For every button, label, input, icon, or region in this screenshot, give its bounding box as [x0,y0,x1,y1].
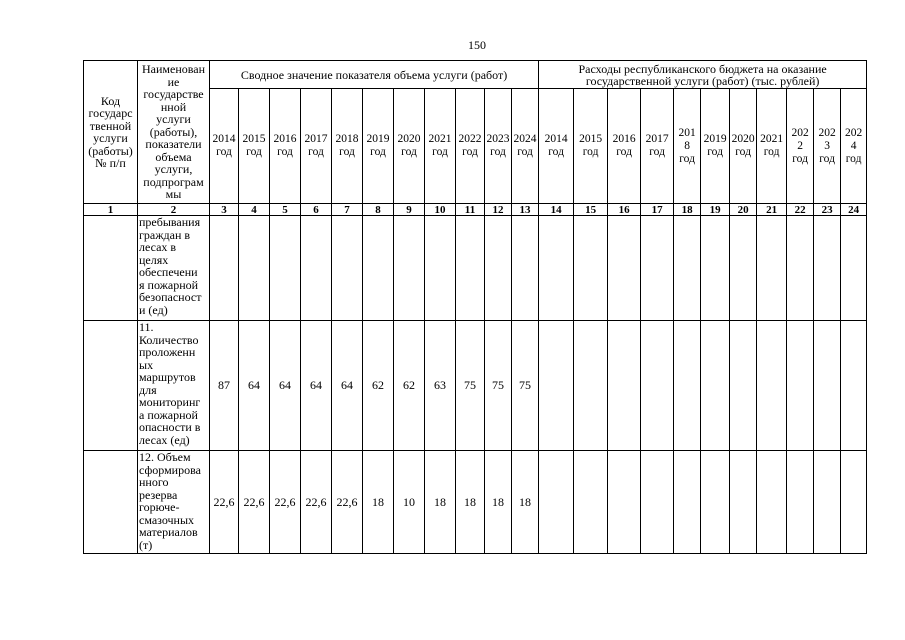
expenses-year-2016: 2016 год [608,89,641,204]
column-number-4: 4 [239,204,270,216]
column-number-22: 22 [787,204,814,216]
row-3-expenses-2017 [641,451,674,554]
column-number-21: 21 [757,204,787,216]
row-1-volume-2024 [512,216,539,321]
row-2-code-cell [84,321,138,451]
column-number-24: 24 [841,204,867,216]
column-number-row [84,204,867,216]
row-2-expenses-2024 [841,321,867,451]
row-1-expenses-2021 [757,216,787,321]
column-number-15: 15 [574,204,608,216]
row-1-expenses-2020 [730,216,757,321]
row-1-volume-2022 [456,216,485,321]
volume-year-2019: 2019 год [363,89,394,204]
column-number-5: 5 [270,204,301,216]
column-number-10: 10 [425,204,456,216]
expenses-year-2022: 202 2 год [787,89,814,204]
column-number-11: 11 [456,204,485,216]
volume-year-2014: 2014 год [210,89,239,204]
row-3-expenses-2023 [814,451,841,554]
volume-year-2020: 2020 год [394,89,425,204]
volume-year-2016: 2016 год [270,89,301,204]
table-row [84,216,867,321]
volume-year-2022: 2022 год [456,89,485,204]
row-2-expenses-2019 [701,321,730,451]
header-code-cell: Код государс твенной услуги (работы) № п/п [84,61,138,204]
row-1-expenses-2023 [814,216,841,321]
row-1-volume-2021 [425,216,456,321]
row-2-volume-2016: 64 [270,321,301,451]
column-number-18: 18 [674,204,701,216]
row-1-volume-2015 [239,216,270,321]
row-2-volume-2018: 64 [332,321,363,451]
row-2-name-cell: 11. Количество проложенн ых маршрутов для мониторинг а пожарной опасности в лесах (ед) [138,321,210,451]
row-3-volume-2024: 18 [512,451,539,554]
row-1-expenses-2017 [641,216,674,321]
column-number-12: 12 [485,204,512,216]
column-number-1: 1 [84,204,138,216]
row-3-volume-2017: 22,6 [301,451,332,554]
column-number-23: 23 [814,204,841,216]
page-number: 150 [468,38,486,52]
column-number-17: 17 [641,204,674,216]
row-3-volume-2023: 18 [485,451,512,554]
column-number-7: 7 [332,204,363,216]
row-3-expenses-2015 [574,451,608,554]
row-3-expenses-2019 [701,451,730,554]
row-1-expenses-2014 [539,216,574,321]
row-2-expenses-2018 [674,321,701,451]
volume-year-2023: 2023 год [485,89,512,204]
column-number-16: 16 [608,204,641,216]
column-number-3: 3 [210,204,239,216]
expenses-year-2021: 2021 год [757,89,787,204]
row-2-expenses-2017 [641,321,674,451]
expenses-year-2018: 201 8 год [674,89,701,204]
expenses-year-2017: 2017 год [641,89,674,204]
header-volume-group: Сводное значение показателя объема услуги (работ) [210,61,539,89]
volume-year-2024: 2024 год [512,89,539,204]
row-3-volume-2018: 22,6 [332,451,363,554]
table-row [84,451,867,554]
row-3-name-cell: 12. Объем сформирова нного резерва горюче- смазочных материалов (т) [138,451,210,554]
column-number-13: 13 [512,204,539,216]
row-1-expenses-2018 [674,216,701,321]
row-3-expenses-2020 [730,451,757,554]
row-1-volume-2019 [363,216,394,321]
row-2-volume-2017: 64 [301,321,332,451]
row-2-volume-2022: 75 [456,321,485,451]
expenses-year-2015: 2015 год [574,89,608,204]
row-3-volume-2019: 18 [363,451,394,554]
row-3-volume-2020: 10 [394,451,425,554]
column-number-20: 20 [730,204,757,216]
expenses-year-2019: 2019 год [701,89,730,204]
expenses-year-2014: 2014 год [539,89,574,204]
row-3-expenses-2021 [757,451,787,554]
row-1-volume-2014 [210,216,239,321]
row-3-volume-2015: 22,6 [239,451,270,554]
row-1-expenses-2016 [608,216,641,321]
row-2-volume-2015: 64 [239,321,270,451]
row-3-volume-2022: 18 [456,451,485,554]
row-1-expenses-2024 [841,216,867,321]
volume-year-2015: 2015 год [239,89,270,204]
header-expenses-group: Расходы республиканского бюджета на оказание государственной услуги (работ) (тыс. рублей) [539,61,867,89]
row-1-expenses-2022 [787,216,814,321]
row-1-volume-2016 [270,216,301,321]
row-1-code-cell [84,216,138,321]
row-2-expenses-2015 [574,321,608,451]
row-1-volume-2020 [394,216,425,321]
row-2-expenses-2014 [539,321,574,451]
row-1-volume-2023 [485,216,512,321]
row-1-volume-2017 [301,216,332,321]
header-name-cell: Наименован ие государстве нной услуги (работы), показатели объема услуги, подпрограм мы [138,61,210,204]
row-1-name-cell: пребывания граждан в лесах в целях обеспечени я пожарной безопасност и (ед) [138,216,210,321]
row-2-expenses-2021 [757,321,787,451]
volume-year-2017: 2017 год [301,89,332,204]
row-3-volume-2016: 22,6 [270,451,301,554]
row-2-volume-2021: 63 [425,321,456,451]
row-2-volume-2014: 87 [210,321,239,451]
row-1-expenses-2019 [701,216,730,321]
row-3-expenses-2018 [674,451,701,554]
volume-year-2021: 2021 год [425,89,456,204]
column-number-9: 9 [394,204,425,216]
column-number-19: 19 [701,204,730,216]
row-2-expenses-2020 [730,321,757,451]
data-table [83,60,867,554]
row-3-volume-2021: 18 [425,451,456,554]
row-3-expenses-2024 [841,451,867,554]
expenses-year-2024: 202 4 год [841,89,867,204]
row-3-expenses-2016 [608,451,641,554]
row-2-volume-2023: 75 [485,321,512,451]
column-number-6: 6 [301,204,332,216]
column-number-8: 8 [363,204,394,216]
volume-year-2018: 2018 год [332,89,363,204]
column-number-14: 14 [539,204,574,216]
row-3-code-cell [84,451,138,554]
row-2-expenses-2023 [814,321,841,451]
row-2-expenses-2022 [787,321,814,451]
row-3-expenses-2014 [539,451,574,554]
row-1-expenses-2015 [574,216,608,321]
row-2-expenses-2016 [608,321,641,451]
row-2-volume-2024: 75 [512,321,539,451]
header-row-groups [84,61,867,89]
row-3-volume-2014: 22,6 [210,451,239,554]
row-2-volume-2019: 62 [363,321,394,451]
column-number-2: 2 [138,204,210,216]
row-2-volume-2020: 62 [394,321,425,451]
row-1-volume-2018 [332,216,363,321]
row-3-expenses-2022 [787,451,814,554]
expenses-year-2023: 202 3 год [814,89,841,204]
expenses-year-2020: 2020 год [730,89,757,204]
table-row [84,321,867,451]
